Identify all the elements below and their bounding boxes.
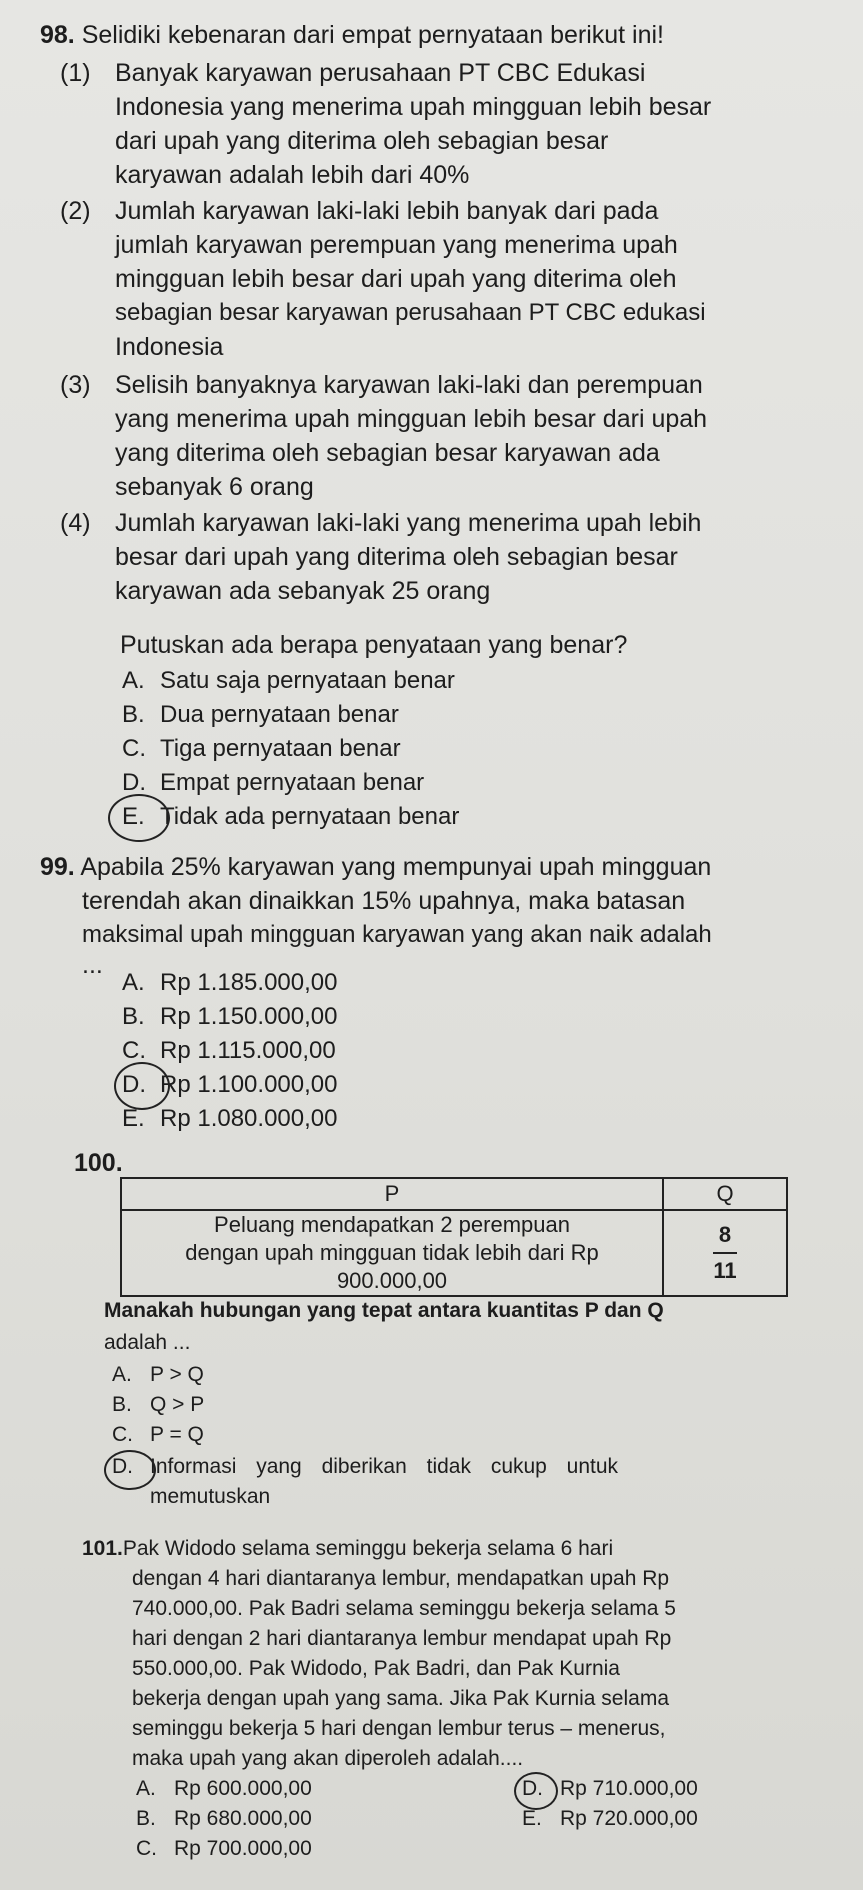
q99-line-1: [40, 852, 711, 882]
q98-statement-4-line-1: Jumlah karyawan laki-laki yang menerima upah lebih: [115, 509, 702, 537]
q100-p-line-3: 900.000,00: [336, 1268, 448, 1293]
q99-option-d[interactable]: D. Rp 1.100.000,00: [122, 1071, 338, 1098]
q98-statement-1-line-3: dari upah yang diterima oleh sebagian besar: [115, 127, 609, 155]
q101-line-1: [82, 1536, 613, 1562]
q99-line-2: terendah akan dinaikkan 15% upahnya, maka batasan: [82, 887, 686, 915]
q101-number: 101.: [82, 1537, 123, 1560]
q100-cell-p: [121, 1210, 663, 1296]
q100-option-b[interactable]: B. Q > P: [112, 1393, 205, 1416]
q100-number: 100.: [74, 1149, 123, 1177]
q99-option-a[interactable]: A. Rp 1.185.000,00: [122, 969, 338, 996]
q98-statement-2-num: (2): [60, 197, 91, 225]
q98-option-a[interactable]: A. Satu saja pernyataan benar: [122, 667, 455, 694]
q101-option-d[interactable]: D. Rp 710.000,00: [522, 1777, 698, 1800]
q98-statement-4-line-2: besar dari upah yang diterima oleh sebagian besar: [115, 543, 678, 571]
q98-statement-3-line-1: Selisih banyaknya karyawan laki-laki dan perempuan: [115, 371, 703, 399]
q99-text-1: Apabila 25% karyawan yang mempunyai upah mingguan: [80, 853, 712, 881]
q99-line-3: maksimal upah mingguan karyawan yang akan naik adalah: [82, 921, 712, 948]
q100-option-a[interactable]: A. P > Q: [112, 1363, 204, 1386]
q98-statement-3-num: (3): [60, 371, 91, 399]
q101-line-6: bekerja dengan upah yang sama. Jika Pak Kurnia selama: [132, 1687, 669, 1710]
q98-statement-3-line-3: yang diterima oleh sebagian besar karyawan ada: [115, 439, 660, 467]
q98-title: Selidiki kebenaran dari empat pernyataan berikut ini!: [81, 21, 665, 49]
q98-statement-1-line-2: Indonesia yang menerima upah mingguan lebih besar: [115, 93, 712, 121]
q101-text-1: Pak Widodo selama seminggu bekerja selama 6 hari: [122, 1537, 614, 1560]
q100-option-d[interactable]: D. Informasi yang diberikan tidak cukup untuk: [112, 1455, 619, 1478]
q100-p-line-1: Peluang mendapatkan 2 perempuan: [214, 1212, 570, 1237]
fraction-bar: [713, 1252, 737, 1254]
q98-option-b[interactable]: B. Dua pernyataan benar: [122, 701, 399, 728]
q100-fraction: [713, 1221, 737, 1285]
q99-number: 99.: [40, 853, 75, 881]
q100-option-c[interactable]: C. P = Q: [112, 1423, 204, 1446]
q98-question: Putuskan ada berapa penyataan yang benar?: [120, 631, 628, 659]
q98-option-e[interactable]: E. Tidak ada pernyataan benar: [122, 803, 460, 830]
q98-statement-2-line-5: Indonesia: [115, 333, 224, 361]
q98-option-c[interactable]: C. Tiga pernyataan benar: [122, 735, 401, 762]
q99-option-c[interactable]: C. Rp 1.115.000,00: [122, 1037, 336, 1064]
q98-statement-2-line-1: Jumlah karyawan laki-laki lebih banyak dari pada: [115, 197, 659, 225]
q101-line-4: hari dengan 2 hari diantaranya lembur mendapat upah Rp: [132, 1627, 672, 1650]
q100-quantity-table: [120, 1177, 788, 1297]
q101-line-5: 550.000,00. Pak Widodo, Pak Badri, dan Pak Kurnia: [132, 1657, 620, 1680]
q100-denominator: 11: [713, 1258, 737, 1283]
q101-option-b[interactable]: B. Rp 680.000,00: [136, 1807, 312, 1830]
q98-statement-1-num: (1): [60, 59, 91, 87]
q101-line-8: maka upah yang akan diperoleh adalah....: [132, 1747, 524, 1770]
q98-statement-3-line-2: yang menerima upah mingguan lebih besar dari upah: [115, 405, 708, 433]
q101-line-3: 740.000,00. Pak Badri selama seminggu bekerja selama 5: [132, 1597, 676, 1620]
q101-answer-circle: [514, 1772, 558, 1810]
q98-statement-2-line-4: sebagian besar karyawan perusahaan PT CBC edukasi: [115, 299, 706, 326]
q101-option-a[interactable]: A. Rp 600.000,00: [136, 1777, 312, 1800]
q98-option-d[interactable]: D. Empat pernyataan benar: [122, 769, 425, 796]
q100-p-line-2: dengan upah mingguan tidak lebih dari Rp: [185, 1240, 599, 1265]
q100-header-p: P: [121, 1178, 663, 1210]
q98-statement-4-num: (4): [60, 509, 91, 537]
q100-answer-circle: [104, 1450, 156, 1490]
q98-statement-2-line-3: mingguan lebih besar dari upah yang diterima oleh: [115, 265, 677, 293]
q99-option-b[interactable]: B. Rp 1.150.000,00: [122, 1003, 338, 1030]
q101-option-c[interactable]: C. Rp 700.000,00: [136, 1837, 312, 1860]
q98-number: 98.: [40, 21, 75, 49]
q100-option-d-cont: memutuskan: [150, 1485, 271, 1508]
q99-answer-circle: [114, 1062, 170, 1110]
q98-statement-1-line-4: karyawan adalah lebih dari 40%: [115, 161, 470, 189]
q98-statement-1-line-1: Banyak karyawan perusahaan PT CBC Edukasi: [115, 59, 646, 87]
q99-option-e[interactable]: E. Rp 1.080.000,00: [122, 1105, 338, 1132]
q98-header: [40, 20, 664, 50]
q101-option-e[interactable]: E. Rp 720.000,00: [522, 1807, 698, 1830]
q98-statement-3-line-4: sebanyak 6 orang: [115, 473, 314, 501]
q100-header-q: Q: [663, 1178, 787, 1210]
q99-line-4: ...: [82, 951, 103, 979]
q98-statement-2-line-2: jumlah karyawan perempuan yang menerima upah: [115, 231, 678, 259]
q100-question-cont: adalah ...: [104, 1331, 191, 1354]
q101-line-7: seminggu bekerja 5 hari dengan lembur terus – menerus,: [132, 1717, 666, 1740]
q98-answer-circle: [108, 794, 170, 842]
q100-cell-q: [663, 1210, 787, 1296]
q98-statement-4-line-3: karyawan ada sebanyak 25 orang: [115, 577, 491, 605]
q101-line-2: dengan 4 hari diantaranya lembur, mendapatkan upah Rp: [132, 1567, 670, 1590]
q100-question: Manakah hubungan yang tepat antara kuantitas P dan Q: [104, 1299, 664, 1322]
q100-numerator: 8: [718, 1222, 732, 1247]
